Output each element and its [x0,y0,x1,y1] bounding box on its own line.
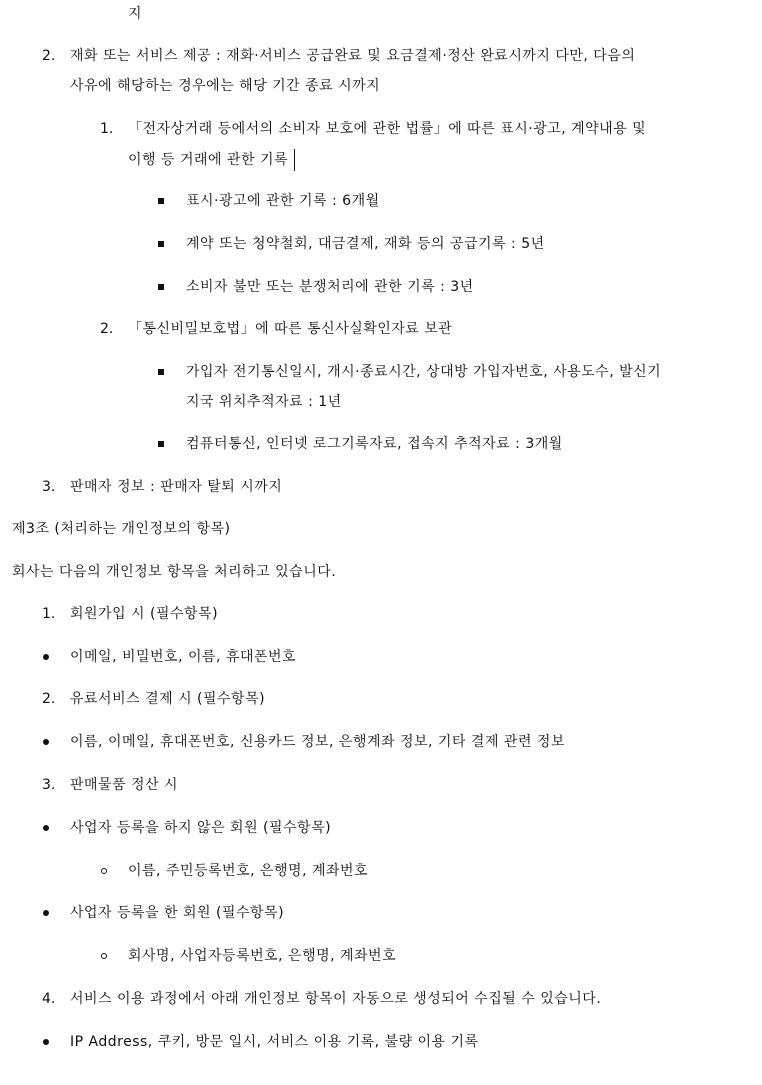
list-number: 3. [42,479,56,495]
text-cursor [294,149,295,171]
list-item-text: 사유에 해당하는 경우에는 해당 기간 종료 시까지 [70,78,381,94]
bullet-item-text: 표시·광고에 관한 기록 : 6개월 [186,193,380,209]
hollow-bullet-icon [101,953,107,959]
list-number: 4. [42,991,56,1007]
sub-list-item-text [128,149,295,171]
bullet-item-text: 가입자 전기통신일시, 개시·종료시간, 상대방 가입자번호, 사용도수, 발신기 [186,364,662,380]
bullet-item-text: 사업자 등록을 하지 않은 회원 (필수항목) [70,820,332,836]
sub-list-number: 1. [100,121,114,137]
list-number: 3. [42,777,56,793]
square-bullet-icon [158,284,164,290]
list-item-text: 재화 또는 서비스 제공 : 재화·서비스 공급완료 및 요금결제·정산 완료시까지 다만, 다음의 [70,48,636,64]
square-bullet-icon [158,369,164,375]
sub-bullet-item-text: 이름, 주민등록번호, 은행명, 계좌번호 [128,863,369,879]
bullet-dot-icon [43,739,49,745]
bullet-item-text: 계약 또는 청약철회, 대금결제, 재화 등의 공급기록 : 5년 [186,236,545,252]
sub-list-item-text: 「통신비밀보호법」에 따른 통신사실확인자료 보관 [128,321,453,337]
list-item-text: 회원가입 시 (필수항목) [70,606,219,622]
sub-list-number: 2. [100,321,114,337]
bullet-dot-icon [43,1039,49,1045]
bullet-dot-icon [43,825,49,831]
list-number: 1. [42,606,56,622]
bullet-item-text: 지국 위치추적자료 : 1년 [186,394,342,410]
sub-bullet-item-text: 회사명, 사업자등록번호, 은행명, 계좌번호 [128,948,397,964]
list-number: 2. [42,48,56,64]
bullet-item-text: 사업자 등록을 한 회원 (필수항목) [70,905,285,921]
square-bullet-icon [158,198,164,204]
article-heading: 제3조 (처리하는 개인정보의 항목) [12,521,231,537]
list-item-text: 유료서비스 결제 시 (필수항목) [70,691,266,707]
bullet-item-text: 컴퓨터통신, 인터넷 로그기록자료, 접속지 추적자료 : 3개월 [186,436,563,452]
hollow-bullet-icon [101,868,107,874]
square-bullet-icon [158,241,164,247]
bullet-dot-icon [43,910,49,916]
bullet-dot-icon [43,654,49,660]
list-item-text: 서비스 이용 과정에서 아래 개인정보 항목이 자동으로 생성되어 수집될 수 있습니다. [70,991,602,1007]
bullet-item-text: 이름, 이메일, 휴대폰번호, 신용카드 정보, 은행계좌 정보, 기타 결제 관련 정보 [70,734,565,750]
paragraph-text: 회사는 다음의 개인정보 항목을 처리하고 있습니다. [12,564,337,580]
fragment-text: 지 [128,6,143,22]
list-item-text: 판매물품 정산 시 [70,777,179,793]
bullet-item-text: IP Address, 쿠키, 방문 일시, 서비스 이용 기록, 불량 이용 기록 [70,1034,479,1050]
bullet-item-text: 소비자 불만 또는 분쟁처리에 관한 기록 : 3년 [186,279,474,295]
square-bullet-icon [158,441,164,447]
sub-list-item-line: 이행 등 거래에 관한 기록 [128,152,289,168]
list-item-text: 판매자 정보 : 판매자 탈퇴 시까지 [70,479,283,495]
bullet-item-text: 이메일, 비밀번호, 이름, 휴대폰번호 [70,649,297,665]
list-number: 2. [42,691,56,707]
sub-list-item-text: 「전자상거래 등에서의 소비자 보호에 관한 법률」에 따른 표시·광고, 계약내용 및 [128,121,647,137]
